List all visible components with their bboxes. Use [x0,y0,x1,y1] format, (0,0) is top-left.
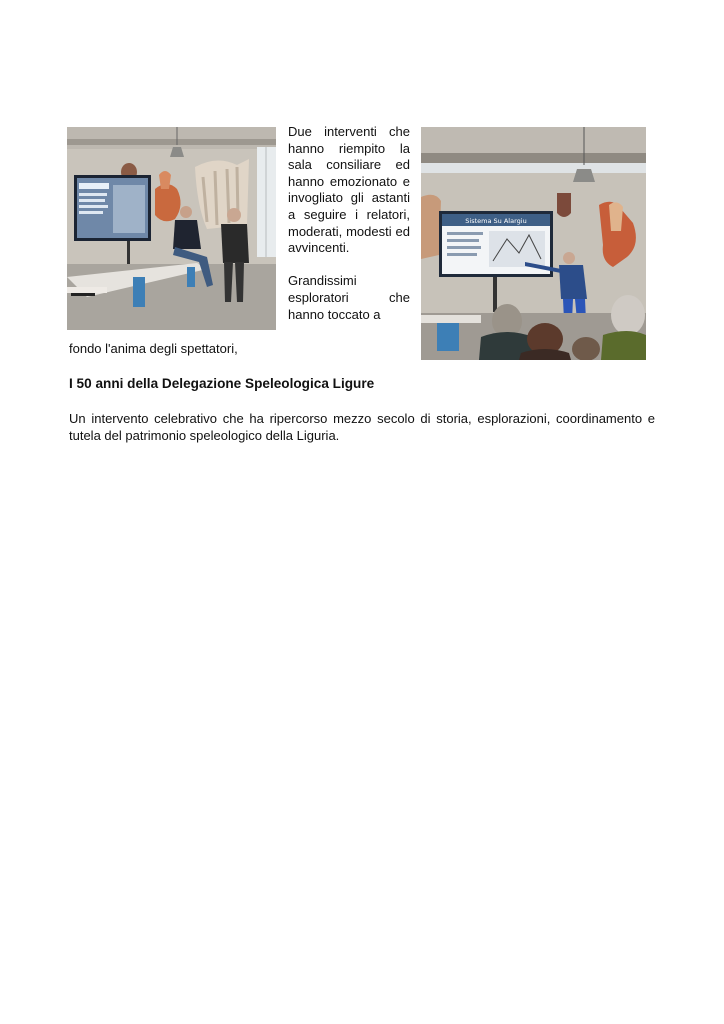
intro-text [288,124,410,323]
section-body: Un intervento celebrativo che ha ripercorso mezzo secolo di storia, esplorazioni, coordinamento e tutela del patrimonio speleologico della Liguria. [69,411,655,443]
left-photo [67,127,276,330]
right-photo [421,127,646,360]
right-slide-title: Sistema Su Alargiu [465,217,527,225]
intro-paragraph-1: Due interventi che hanno riempito la sala consiliare ed hanno emozionato e invogliato gli astanti a seguire i relatori, moderati, modesti ed avvincenti. [288,124,410,256]
intro-paragraph-2-part-1: Grandissimi esploratori che hanno toccato a [288,273,410,322]
right-photo-image [421,127,646,360]
section-title: I 50 anni della Delegazione Speleologica Ligure [69,376,375,391]
intro-paragraph-2-part-2: fondo l'anima degli spettatori, [69,341,238,356]
left-photo-image [67,127,276,330]
